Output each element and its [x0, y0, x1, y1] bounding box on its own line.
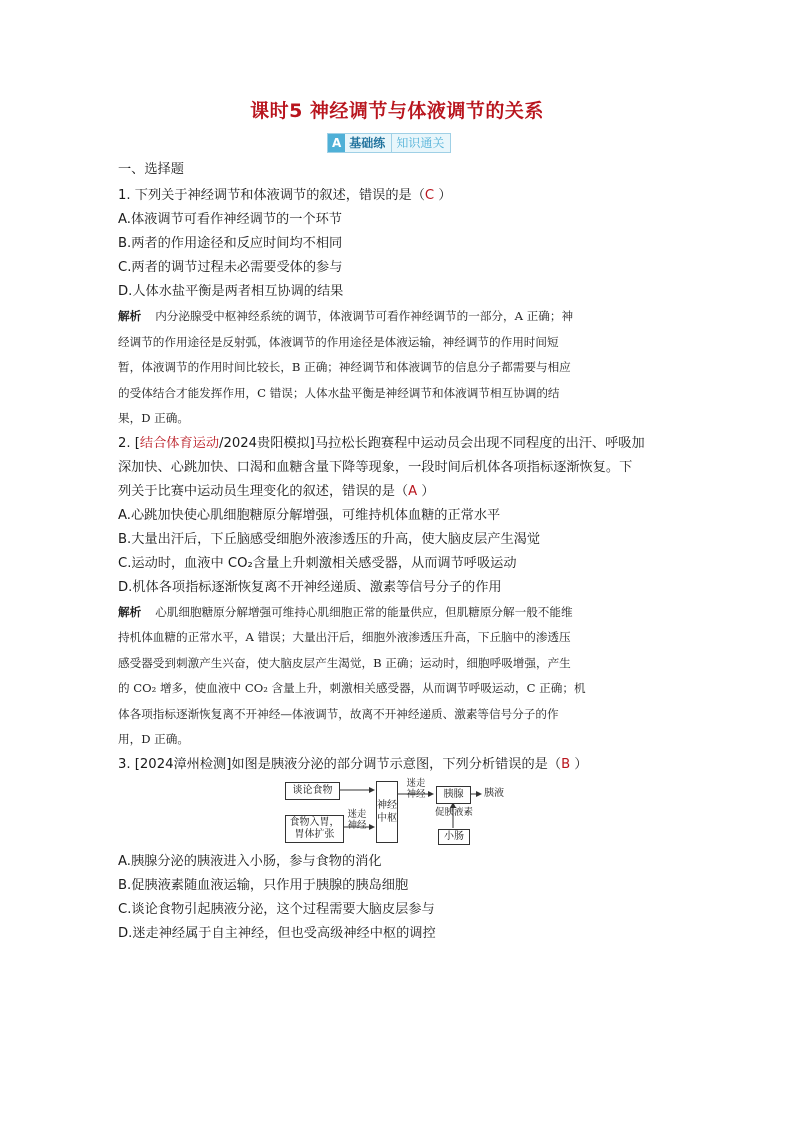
- food-in-stomach-box: 食物入胃，胃体扩张: [285, 815, 344, 843]
- talk-about-food-box: 谈论食物: [285, 782, 340, 800]
- option-item: D.机体各项指标逐渐恢复离不开神经递质、激素等信号分子的作用: [118, 579, 502, 595]
- question-2-tag: 结合体育运动: [139, 435, 220, 451]
- question-3: [118, 753, 678, 946]
- analysis-line: 感受器受到刺激产生兴奋，使大脑皮层产生渴觉，B 正确；运动时，细胞呼吸增强，产生: [118, 655, 571, 670]
- vagus-nerve-label-2: 迷走神经: [406, 777, 426, 800]
- analysis-label: 解析: [118, 604, 142, 619]
- diagram-arrows: [118, 777, 678, 846]
- question-2-analysis: [118, 600, 678, 753]
- option-item: B.促胰液素随血液运输，只作用于胰腺的胰岛细胞: [118, 877, 409, 893]
- analysis-line: 的受体结合才能发挥作用，C 错误；人体水盐平衡是神经调节和体液调节相互协调的结: [118, 385, 560, 400]
- badge-main-label: 基础练: [349, 136, 386, 150]
- question-2-num: 2. [: [118, 435, 140, 451]
- option-item: A.体液调节可看作神经调节的一个环节: [118, 212, 342, 227]
- analysis-line: 心肌细胞糖原分解增强可维持心肌细胞正常的能量供应，但肌糖原分解一般不能维: [155, 604, 573, 619]
- pancreas-box: 胰腺: [436, 786, 471, 804]
- question-2-stem-line: 深加快、心跳加快、口渴和血糖含量下降等现象，一段时间后机体各项指标逐渐恢复。下: [118, 459, 633, 475]
- small-intestine-box: 小肠: [438, 829, 470, 845]
- option-item: C.运动时，血液中 CO₂含量上升刺激相关感受器，从而调节呼吸运动: [118, 555, 517, 571]
- option-item: C.谈论食物引起胰液分泌，这个过程需要大脑皮层参与: [118, 901, 435, 917]
- option-item: D.迷走神经属于自主神经，但也受高级神经中枢的调控: [118, 925, 436, 941]
- question-3-close: ）: [570, 756, 588, 772]
- question-2-stem-line: [118, 480, 678, 504]
- question-1-analysis: [118, 304, 678, 432]
- analysis-line: 用，D 正确。: [118, 732, 189, 746]
- question-1: [118, 184, 678, 432]
- option-item: A.心跳加快使心肌细胞糖原分解增强，可维持机体血糖的正常水平: [118, 507, 501, 523]
- question-2-tag-rest: /2024贵阳模拟]: [219, 435, 315, 451]
- analysis-label: 解析: [118, 309, 142, 323]
- question-2-answer: A: [408, 483, 418, 499]
- question-3-stem-text: 3. [2024漳州检测]如图是胰液分泌的部分调节示意图，下列分析错误的是（: [118, 756, 562, 772]
- question-3-answer: B: [561, 756, 571, 772]
- analysis-line: 暂，体液调节的作用时间比较长，B 正确；神经调节和体液调节的信息分子都需要与相应: [118, 360, 571, 374]
- analysis-line: 的 CO₂ 增多，使血液中 CO₂ 含量上升，刺激相关感受器，从而调节呼吸运动，C 正确；机: [118, 681, 586, 695]
- analysis-line: 经调节的作用途径是反射弧，体液调节的作用途径是体液运输，神经调节的作用时间短: [118, 334, 559, 349]
- question-1-close: ）: [434, 188, 452, 203]
- content-body: [118, 158, 678, 946]
- question-1-answer: C: [424, 188, 435, 203]
- pancreatic-juice-label: 胰液: [484, 787, 504, 799]
- nerve-center-box: 神经中枢: [376, 781, 398, 843]
- option-item: B.两者的作用途径和反应时间均不相同: [118, 236, 343, 251]
- analysis-line: 果，D 正确。: [118, 411, 189, 425]
- option-item: B.大量出汗后，下丘脑感受细胞外液渗透压的升高，使大脑皮层产生渴觉: [118, 531, 541, 547]
- vagus-nerve-label-1: 迷走神经: [347, 808, 367, 831]
- secretin-label: 促胰液素: [434, 806, 473, 818]
- question-1-stem-text: 1. 下列关于神经调节和体液调节的叙述，错误的是（: [118, 188, 425, 203]
- option-item: D.人体水盐平衡是两者相互协调的结果: [118, 284, 344, 299]
- question-2-stem-text: 列关于比赛中运动员生理变化的叙述，错误的是（: [118, 483, 409, 499]
- analysis-line: 体各项指标逐渐恢复离不开神经—体液调节，故离不开神经递质、激素等信号分子的作: [118, 706, 559, 721]
- analysis-line: 持机体血糖的正常水平，A 错误；大量出汗后，细胞外液渗透压升高，下丘脑中的渗透压: [118, 630, 571, 644]
- badge-sub-label: 知识通关: [391, 134, 450, 152]
- section-heading: 一、选择题: [118, 162, 184, 177]
- badge-letter: A: [328, 134, 345, 152]
- question-3-stem: [118, 753, 678, 777]
- question-2: [118, 432, 678, 753]
- question-1-stem: [118, 184, 678, 208]
- option-item: A.胰腺分泌的胰液进入小肠，参与食物的消化: [118, 853, 382, 869]
- regulation-diagram: [118, 777, 678, 846]
- level-badge: [327, 133, 451, 153]
- lesson-title: 课时5 神经调节与体液调节的关系: [250, 100, 544, 122]
- analysis-line: 内分泌腺受中枢神经系统的调节，体液调节可看作神经调节的一部分，A 正确；神: [155, 309, 574, 323]
- question-2-stem-text: 马拉松长跑赛程中运动员会出现不同程度的出汗、呼吸加: [314, 435, 645, 451]
- question-2-stem-line: [118, 432, 678, 456]
- question-2-close: ）: [417, 483, 435, 499]
- option-item: C.两者的调节过程未必需要受体的参与: [118, 260, 343, 275]
